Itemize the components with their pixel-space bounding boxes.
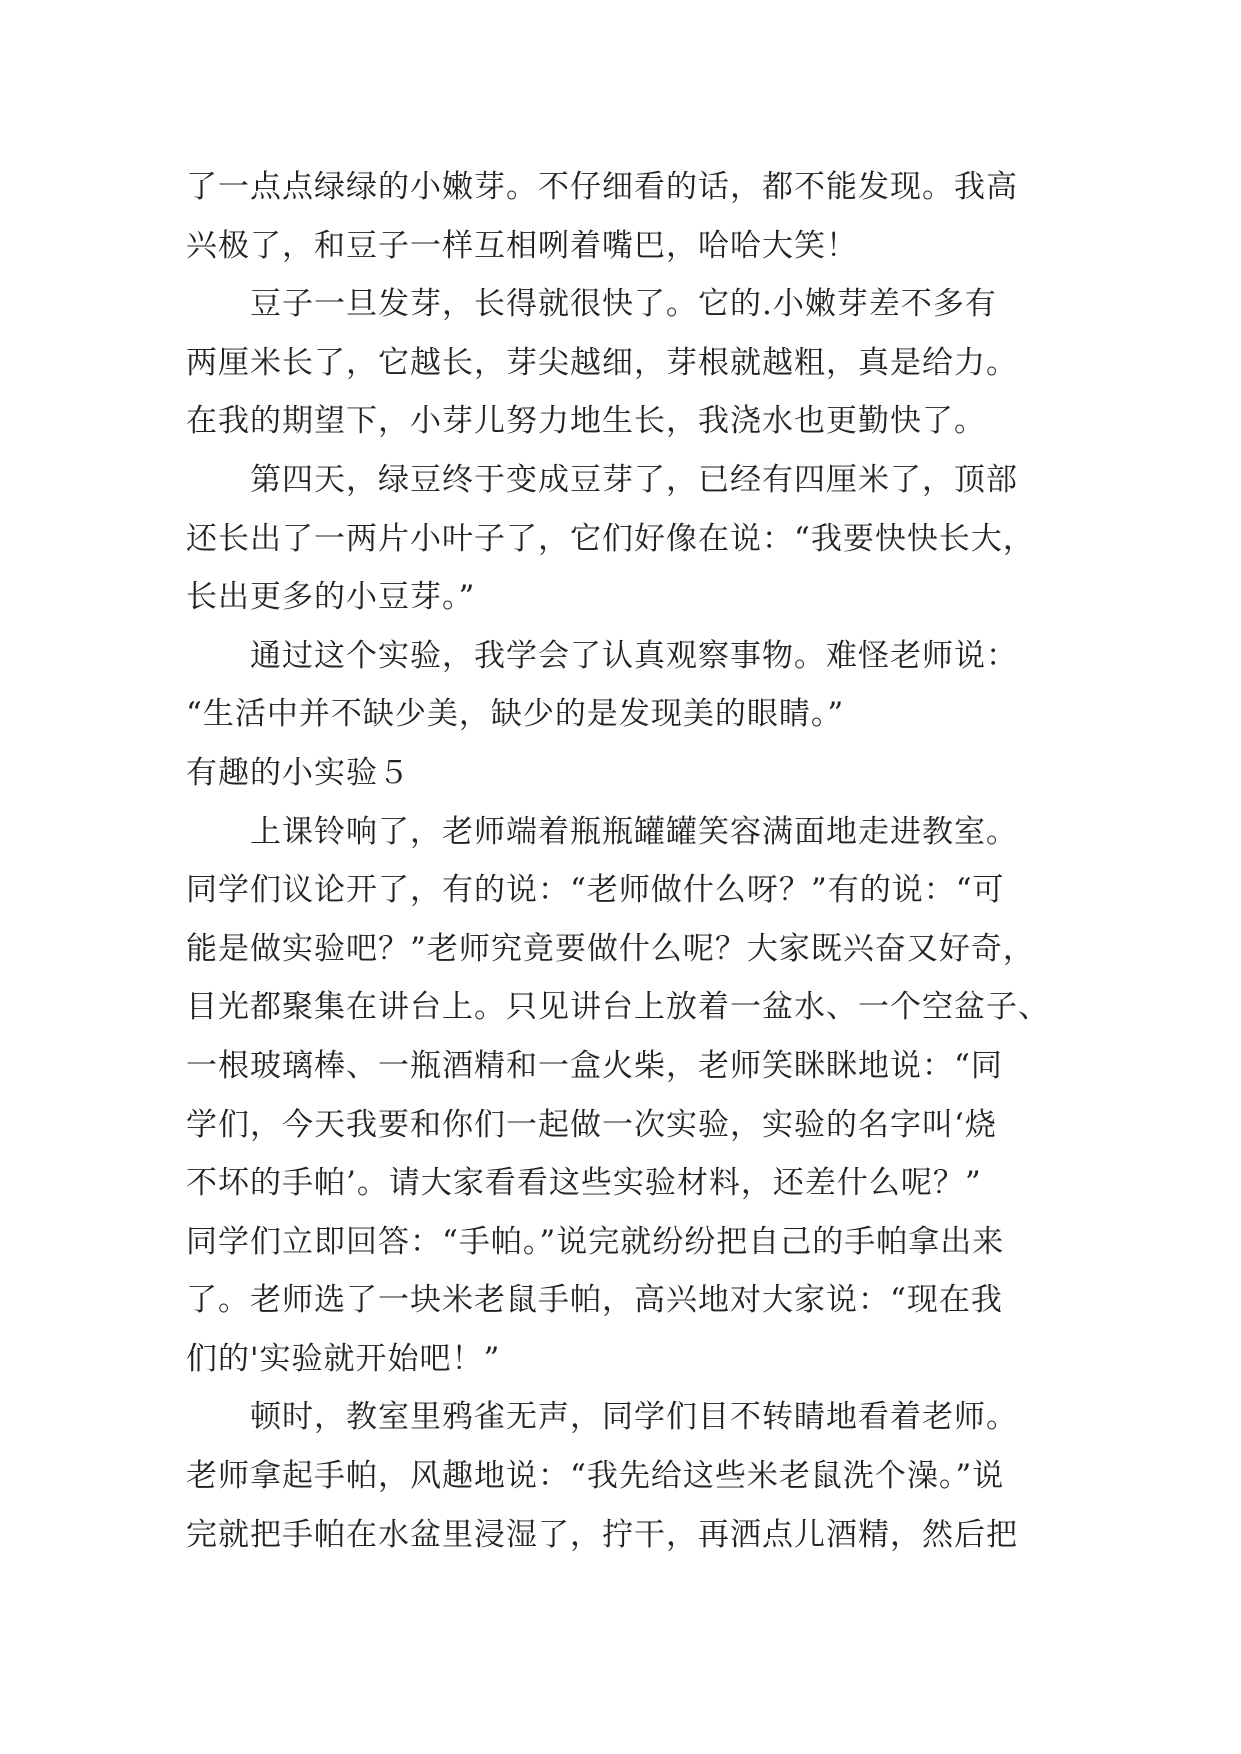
text-line: 两厘米长了，它越长，芽尖越细，芽根就越粗，真是给力。 (186, 344, 1018, 381)
text-line: 长出更多的小豆芽。” (186, 579, 476, 616)
document-body (186, 158, 1066, 1564)
text-line: 能是做实验吧？”老师究竟要做什么呢？大家既兴奋又好奇， (186, 930, 1035, 967)
text-line: “生活中并不缺少美，缺少的是发现美的眼睛。” (186, 696, 845, 733)
text-line: 了一点点绿绿的小嫩芽。不仔细看的话，都不能发现。我高 (186, 169, 1018, 205)
text-line: 们的'实验就开始吧！” (186, 1340, 501, 1377)
text-line: 一根玻璃棒、一瓶酒精和一盒火柴，老师笑眯眯地说：“同 (186, 1047, 1003, 1084)
text-line: 顿时，教室里鸦雀无声，同学们目不转睛地看着老师。 (250, 1399, 1018, 1436)
text-line: 上课铃响了，老师端着瓶瓶罐罐笑容满面地走进教室。 (250, 813, 1018, 850)
text-line: 还长出了一两片小叶子了，它们好像在说：“我要快快长大， (186, 520, 1035, 557)
text-line: 在我的期望下，小芽儿努力地生长，我浇水也更勤快了。 (186, 403, 986, 440)
text-line: 豆子一旦发芽，长得就很快了。它的.小嫩芽差不多有 (250, 286, 997, 323)
text-line: 兴极了，和豆子一样互相咧着嘴巴，哈哈大笑！ (186, 227, 858, 264)
text-line: 学们，今天我要和你们一起做一次实验，实验的名字叫‘烧 (186, 1106, 997, 1143)
text-line: 老师拿起手帕，风趣地说：“我先给这些米老鼠洗个澡。”说 (186, 1458, 1005, 1495)
text-line: 同学们议论开了，有的说：“老师做什么呀？”有的说：“可 (186, 872, 1005, 909)
text-line: 不坏的手帕’。请大家看看这些实验材料，还差什么呢？” (186, 1165, 982, 1202)
text-line: 完就把手帕在水盆里浸湿了，拧干，再洒点儿酒精，然后把 (186, 1516, 1018, 1553)
section-heading: 有趣的小实验５ (186, 754, 410, 791)
text-line: 了。老师选了一块米老鼠手帕，高兴地对大家说：“现在我 (186, 1282, 1003, 1319)
text-line: 第四天，绿豆终于变成豆芽了，已经有四厘米了，顶部 (250, 461, 1018, 498)
text-line: 同学们立即回答：“手帕。”说完就纷纷把自己的手帕拿出来 (186, 1223, 1005, 1260)
text-line: 通过这个实验，我学会了认真观察事物。难怪老师说： (250, 637, 1018, 674)
text-line: 目光都聚集在讲台上。只见讲台上放着一盆水、一个空盆子、 (186, 989, 1050, 1026)
